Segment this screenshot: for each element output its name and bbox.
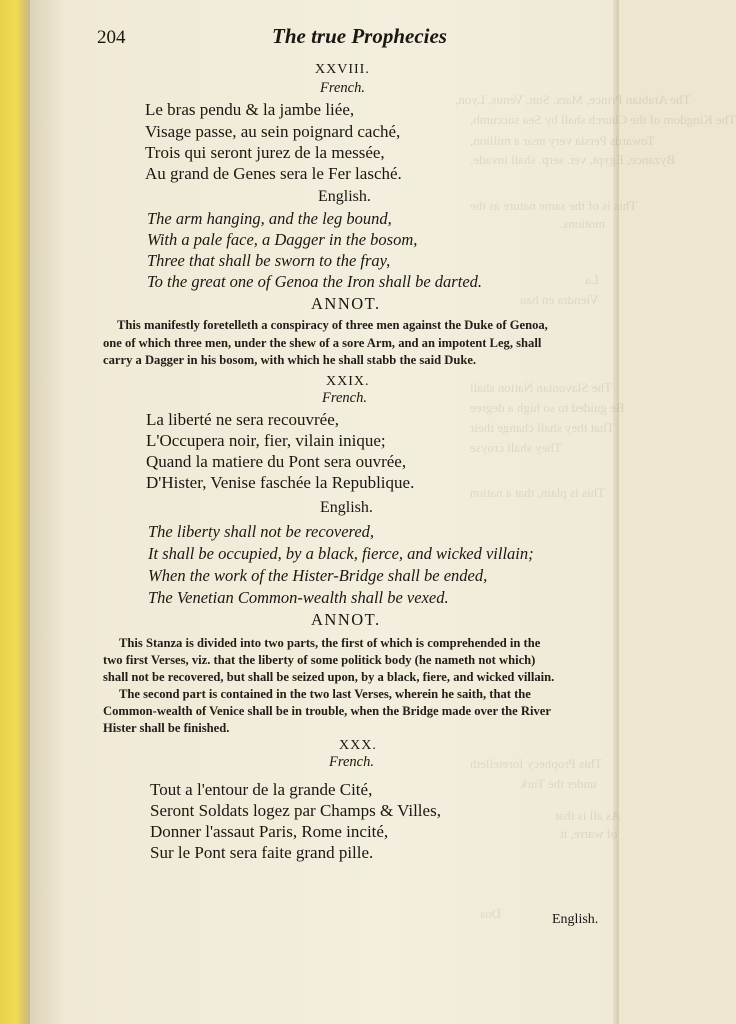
ghost-line: Byzance,: [627, 152, 676, 167]
verse-line-french: Seront Soldats logez par Champs & Villes,: [150, 801, 441, 820]
annotation-line: carry a Dagger in his bosom, with which he shall stabb the said Duke.: [103, 353, 477, 367]
catchword: English.: [552, 912, 599, 927]
language-heading-french: French.: [322, 390, 367, 406]
language-heading-french: French.: [329, 754, 374, 770]
verse-line-french: Au grand de Genes sera le Fer lasché.: [145, 164, 402, 183]
annotation-line: shall not be recovered, but shall be seized upon, by a black, fiere, and wicked villain.: [103, 670, 555, 684]
annotation-line: Hister shall be finished.: [103, 721, 230, 735]
ghost-line: This: [614, 198, 638, 213]
verse-line-english: The arm hanging, and the leg bound,: [147, 209, 392, 228]
stanza-number: XXX.: [339, 738, 377, 753]
verse-line-french: La liberté ne sera recouvrée,: [146, 410, 340, 429]
ghost-line: The Arabian: [625, 92, 691, 107]
annotation-line: This Stanza is divided into two parts, the first of which is comprehended in the: [119, 636, 541, 650]
ghost-line: The Kingdom of the: [630, 112, 736, 127]
stanza-number: XXIX.: [326, 374, 370, 389]
language-heading-english: English.: [320, 499, 373, 516]
verse-line-english: The liberty shall not be recovered,: [148, 522, 375, 541]
annotation-heading: ANNOT.: [311, 610, 381, 629]
verse-line-french: Sur le Pont sera faite grand pille.: [150, 843, 374, 862]
verse-line-english: The Venetian Common-wealth shall be vexed.: [148, 588, 449, 607]
annotation-line: Common-wealth of Venice shall be in trouble, when the Bridge made over the River: [103, 704, 551, 718]
verse-line-english: It shall be occupied, by a black, fierce, and wicked villain;: [148, 544, 534, 563]
language-heading-french: French.: [320, 80, 365, 96]
stanza-number: XXVIII.: [315, 62, 370, 77]
verse-line-french: D'Hister, Venise faschée la Republique.: [146, 473, 415, 492]
language-heading-english: English.: [318, 188, 371, 205]
annotation-line: This manifestly foretelleth a conspiracy of three men against the Duke of Genoa,: [117, 318, 548, 332]
verse-line-english: With a pale face, a Dagger in the bosom,: [147, 230, 418, 249]
running-title: The true Prophecies: [272, 24, 447, 48]
verse-line-english: Three that shall be sworn to the fray,: [147, 251, 391, 270]
annotation-line: one of which three men, under the shew of a sore Arm, and an impotent Leg, shall: [103, 336, 542, 350]
verse-line-french: Quand la matiere du Pont sera ouvrée,: [146, 452, 407, 471]
verse-line-english: When the work of the Hister-Bridge shall be ended,: [148, 566, 488, 585]
annotation-line: The second part is contained in the two last Verses, wherein he saith, that the: [119, 687, 531, 701]
verse-line-french: L'Occupera noir, fier, vilain inique;: [146, 431, 386, 450]
page-edge-shadow: [613, 0, 619, 1024]
book-spine-edge: [0, 0, 30, 1024]
page-number: 204: [97, 27, 126, 48]
verse-line-french: Tout a l'entour de la grande Cité,: [150, 780, 373, 799]
verse-line-english: To the great one of Genoa the Iron shall be darted.: [147, 272, 483, 291]
annotation-line: two first Verses, viz. that the liberty of some politick body (he nameth not which): [103, 653, 536, 667]
verse-line-french: Visage passe, au sein poignard caché,: [145, 122, 401, 141]
verse-line-french: Donner l'assaut Paris, Rome incité,: [150, 822, 389, 841]
verse-line-french: Trois qui seront jurez de la messée,: [145, 143, 385, 162]
verse-line-french: Le bras pendu & la jambe liée,: [145, 100, 355, 119]
ghost-line: Towards: [610, 133, 655, 148]
annotation-heading: ANNOT.: [311, 294, 381, 313]
